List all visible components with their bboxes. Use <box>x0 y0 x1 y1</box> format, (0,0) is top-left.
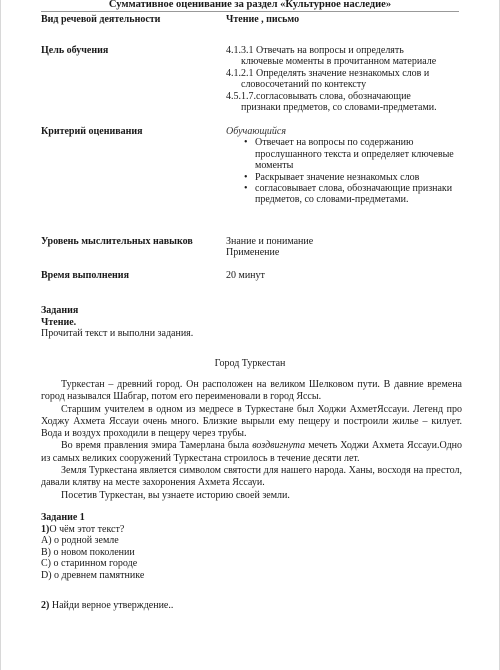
task-2-text: Найди верное утверждение.. <box>49 600 174 611</box>
goal-number: 4.1.2.1 <box>226 67 254 79</box>
story-paragraph: Посетив Туркестан, вы узнаете историю своей земли. <box>61 489 290 501</box>
answer-option: A) о родной земле <box>41 535 119 547</box>
story-title: Город Туркестан <box>214 358 286 369</box>
story-paragraph: Туркестан – древний город. Он расположен на великом Шелковом пути. В давние времена город назывался Шабгар, потом его переименовали в город Яссы. <box>41 379 462 403</box>
assessment-spec-table <box>41 14 461 281</box>
story-paragraph: Старшим учителем в одном из медресе в Туркестане был Ходжи АхметЯссауи. Легенд про Ходжу Ахмета Яссауи очень много. Близкие вырыли ему пещеру и построили жилье – килует. Вода и воздух проходили в пещеру через трубы. <box>41 403 462 440</box>
goals-cell <box>223 45 461 126</box>
spec-row-criteria <box>41 126 461 236</box>
goal-item <box>226 68 461 91</box>
activity-value: Чтение , письмо <box>226 14 300 25</box>
activity-label: Вид речевой деятельности <box>41 14 161 25</box>
goal-text: словосочетаний по контексту <box>241 79 367 91</box>
answer-option: D) о древнем памятнике <box>41 569 145 581</box>
goal-text: ключевые моменты в прочитанном материале <box>241 56 437 68</box>
goal-text: признаки предметов, со словами-предметами. <box>241 102 437 114</box>
goal-item <box>226 91 461 114</box>
task-1-question: 1)О чём этот текст? <box>41 523 125 535</box>
tasks-subtitle: Чтение. <box>41 316 77 328</box>
level-value: Применение <box>226 247 280 259</box>
goal-text: Отвечать на вопросы и определять <box>256 45 404 56</box>
spec-row-activity <box>41 14 461 45</box>
goal-number: 4.5.1.7. <box>226 90 256 102</box>
goal-text: Определять значение незнакомых слов и <box>256 67 430 79</box>
document-title: Суммативное оценивание за раздел «Культурное наследие» <box>108 0 392 10</box>
goal-number: 4.1.3.1 <box>226 45 254 56</box>
goal-label: Цель обучения <box>41 45 109 56</box>
criteria-label: Критерий оценивания <box>41 126 143 137</box>
spec-row-goals <box>41 45 461 126</box>
time-label: Время выполнения <box>41 270 129 281</box>
goal-text: согласовывать слова, обозначающие <box>256 90 411 102</box>
criteria-list <box>226 137 461 205</box>
task-2 <box>41 600 173 611</box>
level-cell <box>223 236 461 270</box>
story-paragraph: Во время правления эмира Тамерлана была воздвигнута мечеть Ходжи Ахмета Яссауи.Одно из самых великих сооружений Туркестана строилось в течение десяти лет. <box>41 440 463 464</box>
spec-row-level <box>41 236 461 270</box>
tasks-title: Задания <box>41 305 79 316</box>
task-2-number: 2) <box>41 600 50 611</box>
story-text <box>41 379 462 502</box>
bullet-icon: • <box>244 183 248 195</box>
level-value: Знание и понимание <box>226 236 314 247</box>
answer-option: B) о новом поколении <box>41 546 135 558</box>
spec-row-time <box>41 270 461 281</box>
bullet-icon: • <box>244 171 248 183</box>
task-1 <box>41 512 144 582</box>
task-1-title: Задание 1 <box>41 512 85 523</box>
time-value: 20 минут <box>226 270 265 281</box>
tasks-header <box>41 305 193 340</box>
bullet-icon: • <box>244 137 248 149</box>
criteria-item: • Отвечает на вопросы по содержанию прослушанного текста и определяет ключевые моменты <box>244 137 454 172</box>
answer-option: C) о старинном городе <box>41 558 138 570</box>
criteria-cell <box>223 126 461 236</box>
title-divider <box>41 11 459 12</box>
goal-item <box>226 45 461 68</box>
level-label: Уровень мыслительных навыков <box>41 236 193 247</box>
story-paragraph: Земля Туркестана является символом святости для нашего народа. Ханы, восходя на престол, давали клятву на месте захоронения Ахмета Яссауи. <box>41 465 462 489</box>
emphasized-word: воздвигнута <box>252 440 306 452</box>
criteria-item: • Раскрывает значение незнакомых слов <box>244 171 420 183</box>
criteria-item: • согласовывает слова, обозначающие признаки предметов, со словами-предметами. <box>244 183 453 206</box>
tasks-instruction: Прочитай текст и выполни задания. <box>41 328 194 339</box>
criteria-intro: Обучающийся <box>226 126 287 137</box>
